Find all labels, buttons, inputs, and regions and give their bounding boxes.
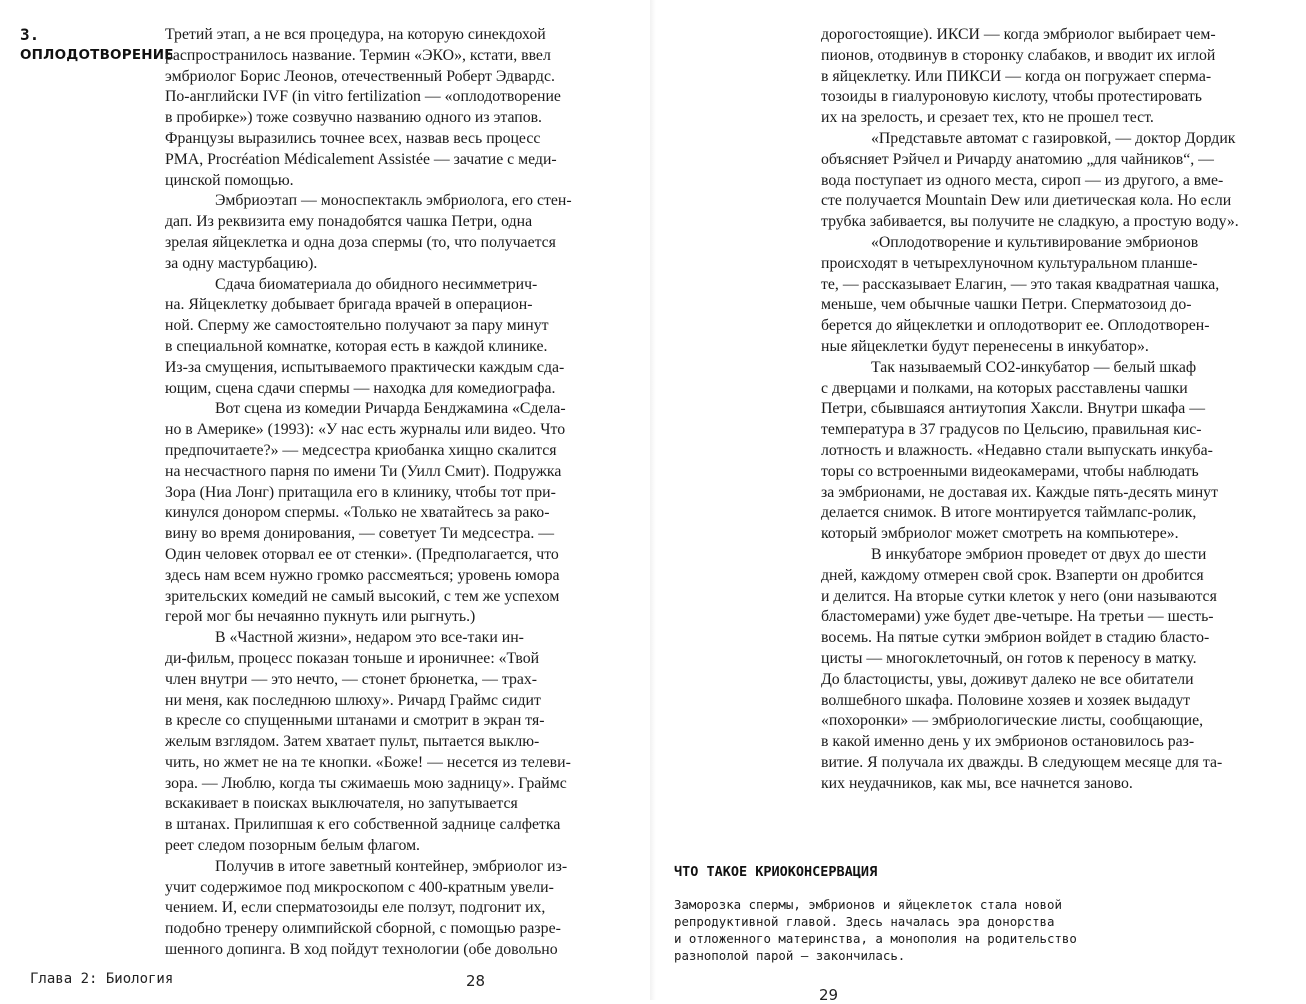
text-line: Сдача биоматериала до обидного несимметрич- bbox=[215, 275, 538, 293]
text-line: но в Америке» (1993): «У нас есть журналы или видео. Что bbox=[165, 421, 566, 439]
text-line: цисты — многоклеточный, он готов к переносу в матку. bbox=[821, 649, 1197, 667]
text-line: чением. И, если сперматозоиды еле ползут, подгонит их, bbox=[165, 899, 546, 917]
text-line: «Представьте автомат с газировкой, — доктор Дордик bbox=[871, 129, 1236, 147]
text-line: волшебного шкафа. Половине хозяев и хозяек выдадут bbox=[821, 691, 1191, 709]
text-line: делается снимок. В итоге монтируется таймлапс-ролик, bbox=[821, 504, 1197, 522]
text-line: предпочитаете?» — медсестра криобанка хищно скалится bbox=[165, 441, 557, 459]
sidebar-title: ЧТО ТАКОЕ КРИОКОНСЕРВАЦИЯ bbox=[674, 864, 878, 880]
text-line: и делится. На вторые сутки клеток у него (они называются bbox=[821, 587, 1217, 605]
sidebar-line: и отложенного материнства, а монополия на родительство bbox=[674, 931, 1077, 946]
text-line: Так называемый CO2-инкубатор — белый шкаф bbox=[871, 358, 1197, 376]
text-line: берется до яйцеклетки и оплодотворит ее. Оплодотворен- bbox=[821, 317, 1210, 335]
right-body-text bbox=[821, 25, 1291, 794]
text-line: в какой именно день у их эмбрионов остановилось раз- bbox=[821, 733, 1195, 751]
text-line: До бластоцисты, увы, доживут далеко не все обитатели bbox=[821, 670, 1194, 688]
text-line: В «Частной жизни», недаром это все-таки ин- bbox=[215, 629, 524, 647]
text-line: торы со встроенными видеокамерами, чтобы наблюдать bbox=[821, 462, 1199, 480]
text-line: Французы выразились точнее всех, назвав весь процесс bbox=[165, 129, 541, 147]
text-line: зрелая яйцеклетка и одна доза спермы (то, что получается bbox=[165, 233, 556, 251]
text-line: зрительских комедий не самый высокий, с тем же успехом bbox=[165, 587, 560, 605]
text-line: В инкубаторе эмбрион проведет от двух до шести bbox=[871, 545, 1207, 563]
text-line: ди-фильм, процесс показан тоньше и ироничнее: «Твой bbox=[165, 649, 540, 667]
sidebar-line: Заморозка спермы, эмбрионов и яйцеклеток стала новой bbox=[674, 897, 1062, 912]
text-line: желым взглядом. Затем хватает пульт, пытается выклю- bbox=[165, 733, 540, 751]
text-line: «Оплодотворение и культивирование эмбрионов bbox=[871, 233, 1199, 251]
text-line: дней, каждому отмерен свой срок. Взаперти он дробится bbox=[821, 566, 1204, 584]
text-line: на. Яйцеклетку добывает бригада врачей в операцион- bbox=[165, 296, 533, 314]
text-line: реет следом позорным белым флагом. bbox=[165, 837, 421, 855]
text-line: По-английски IVF (in vitro fertilization — «оплодотворение bbox=[165, 88, 561, 106]
text-line: эмбриолог Борис Леонов, отечественный Роберт Эдвардс. bbox=[165, 67, 555, 85]
text-line: в пробирке») тоже созвучно названию одного из этапов. bbox=[165, 109, 543, 127]
text-line: меньше, чем обычные чашки Петри. Сперматозоид до- bbox=[821, 296, 1192, 314]
text-line: «похоронки» — эмбриологические листы, сообщающие, bbox=[821, 712, 1204, 730]
text-line: Зора (Ниа Лонг) притащила его в клинику, чтобы тот при- bbox=[165, 483, 556, 501]
sidebar-line: разнополой парой — закончилась. bbox=[674, 948, 906, 963]
text-line: восемь. На пятые сутки эмбрион войдет в стадию бласто- bbox=[821, 629, 1210, 647]
section-title: ОПЛОДОТВОРЕНИЕ bbox=[20, 47, 174, 63]
text-line: ни меня, как последнюю шлюху». Ричард Граймс сидит bbox=[165, 691, 541, 709]
text-line: объясняет Рэйчел и Ричарду анатомию „для чайников“, — bbox=[821, 150, 1214, 168]
text-line: сте получается Mountain Dew или диетическая кола. Но если bbox=[821, 192, 1232, 210]
text-line: бластомерами) уже будет две-четыре. На третьи — шесть- bbox=[821, 608, 1214, 626]
text-line: Получив в итоге заветный контейнер, эмбриолог из- bbox=[215, 857, 568, 875]
text-line: температура в 37 градусов по Цельсию, правильная кис- bbox=[821, 421, 1202, 439]
text-line: Вот сцена из комедии Ричарда Бенджамина «Сделa- bbox=[215, 400, 566, 418]
text-line: Один человек оторвал ее от стенки». (Предполагается, что bbox=[165, 545, 559, 563]
text-line: подобно тренеру олимпийской сборной, с помощью разре- bbox=[165, 920, 561, 938]
text-line: в яйцеклетку. Или ПИКСИ — когда он погружает сперма- bbox=[821, 67, 1212, 85]
text-line: здесь нам всем нужно громко рассмеяться; уровень юмора bbox=[165, 566, 560, 584]
text-line: ких неудачников, как мы, все начнется заново. bbox=[821, 774, 1133, 792]
text-line: цинской помощью. bbox=[165, 171, 294, 189]
page-number: 28 bbox=[466, 972, 486, 990]
text-line: за одну мастурбацию). bbox=[165, 254, 318, 272]
text-line: кинулся донором спермы. «Только не хватайтесь за рако- bbox=[165, 504, 550, 522]
text-line: распространилось название. Термин «ЭКО», кстати, ввел bbox=[165, 46, 551, 64]
text-line: пионов, отодвинув в сторонку слабаков, и вводит их иглой bbox=[821, 46, 1216, 64]
text-line: ющим, сцена сдачи спермы — находка для комедиографа. bbox=[165, 379, 556, 397]
text-line: в штанах. Прилипшая к его собственной заднице салфетка bbox=[165, 816, 561, 834]
section-number: 3. bbox=[20, 25, 40, 44]
text-line: зора. — Люблю, когда ты сжимаешь мою задницу». Граймс bbox=[165, 774, 567, 792]
text-line: Третий этап, а не вся процедура, на которую синекдохой bbox=[165, 26, 546, 43]
text-line: их на зрелость, и срезает тех, кто не прошел тест. bbox=[821, 109, 1154, 127]
text-line: Петри, сбывшаяся антиутопия Хаксли. Внутри шкафа — bbox=[821, 400, 1206, 418]
text-line: учит содержимое под микроскопом с 400-кратным увели- bbox=[165, 878, 554, 896]
text-line: с дверцами и полками, на которых расставлены чашки bbox=[821, 379, 1188, 397]
text-line: за эмбрионами, не доставая их. Каждые пять-десять минут bbox=[821, 483, 1218, 501]
page-number: 29 bbox=[819, 986, 839, 1004]
text-line: в кресле со спущенными штанами и смотрит в экран тя- bbox=[165, 712, 545, 730]
text-line: Из-за смущения, испытываемого практически каждым сда- bbox=[165, 358, 565, 376]
text-line: лотность и влажность. «Недавно стали выпускать инкуба- bbox=[821, 441, 1213, 459]
text-line: вода поступает из одного места, сироп — из другого, а вме- bbox=[821, 171, 1224, 189]
text-line: шенного допинга. В ход пойдут технологии (обе довольно bbox=[165, 941, 558, 959]
text-line: происходят в четырехлуночном культуральном планше- bbox=[821, 254, 1198, 272]
text-line: ные яйцеклетки будут перенесены в инкубатор». bbox=[821, 337, 1149, 355]
text-line: член внутри — это нечто, — стонет брюнетка, — трах- bbox=[165, 670, 538, 688]
text-line: тозоиды в гиалуроновую кислоту, чтобы протестировать bbox=[821, 88, 1202, 106]
text-line: дорогостоящие). ИКСИ — когда эмбриолог выбирает чем- bbox=[821, 26, 1216, 43]
text-line: трубка забивается, вы получите не сладкую, а простую воду». bbox=[821, 213, 1239, 231]
text-line: PMA, Procréation Médicalement Assistée — зачатие с меди- bbox=[165, 150, 557, 168]
sidebar-text bbox=[674, 896, 1077, 964]
text-line: дап. Из реквизита ему понадобятся чашка Петри, одна bbox=[165, 213, 533, 231]
text-line: те, — рассказывает Елагин, — это такая квадратная чашка, bbox=[821, 275, 1220, 293]
text-line: в специальной комнатке, которая есть в каждой клинике. bbox=[165, 337, 548, 355]
right-page bbox=[656, 0, 1306, 1004]
sidebar-line: репродуктивной главой. Здесь началась эра донорства bbox=[674, 914, 1055, 929]
left-body-text bbox=[165, 25, 635, 961]
text-line: витие. Я получала их дважды. В следующем месяце для та- bbox=[821, 753, 1223, 771]
text-line: на несчастного парня по имени Ти (Уилл Смит). Подружка bbox=[165, 462, 562, 480]
running-footer: Глава 2: Биология bbox=[30, 971, 174, 987]
text-line: Эмбриоэтап — моноспектакль эмбриолога, его стен- bbox=[215, 192, 572, 210]
text-line: вину во время донирования, — советует Ти медсестра. — bbox=[165, 525, 555, 543]
text-line: вскакивает в поисках выключателя, но запутывается bbox=[165, 795, 518, 813]
text-line: который эмбриолог может смотреть на компьютере». bbox=[821, 525, 1179, 543]
text-line: герой мог бы нечаянно пукнуть или рыгнуть.) bbox=[165, 608, 476, 626]
text-line: ной. Сперму же самостоятельно получают за пару минут bbox=[165, 317, 549, 335]
text-line: чить, но жмет не на те кнопки. «Боже! — несется из телеви- bbox=[165, 753, 571, 771]
left-page bbox=[0, 0, 650, 1000]
